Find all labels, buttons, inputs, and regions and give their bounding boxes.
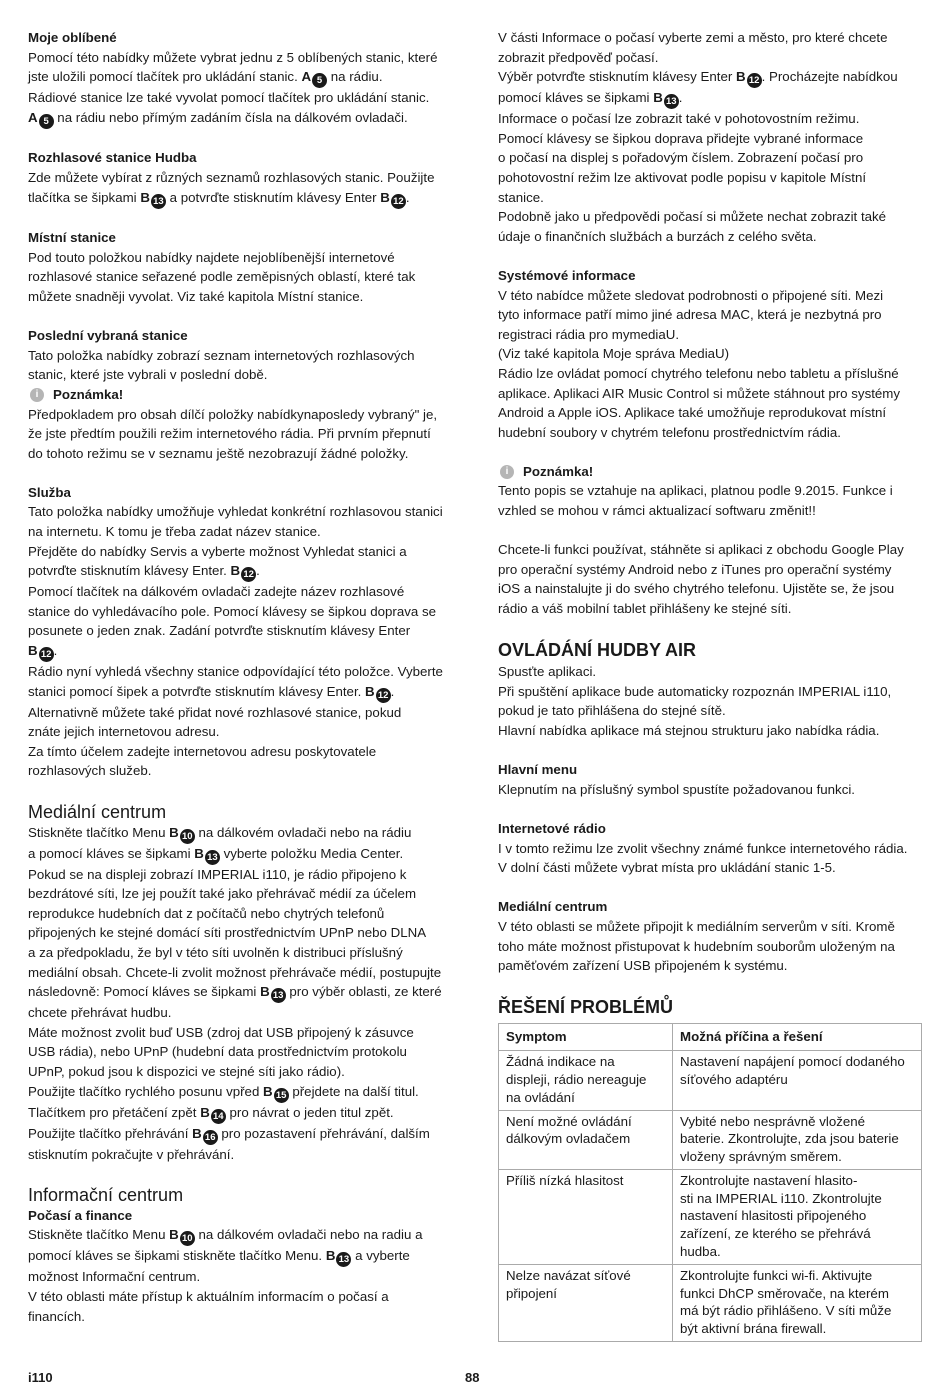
text-span: .	[405, 189, 410, 205]
section-app-download	[498, 540, 922, 618]
text-line: hudební soubory v chytrém telefonu prostřednictvím rádia.	[498, 424, 841, 440]
text-line: aplikace. Aplikaci AIR Music Control si můžete stáhnout pro systémy	[498, 385, 901, 401]
text-span: .	[256, 563, 260, 579]
text-span: na rádiu nebo přímým zadáním čísla na dálkovém ovladači.	[53, 109, 408, 125]
text-span: stanici pomocí šipek a potvrďte stisknutím klávesy Enter.	[28, 683, 366, 699]
section-pocasi	[498, 28, 922, 246]
text-line	[28, 108, 452, 129]
key-letter: B	[28, 643, 38, 659]
section-internetove-radio	[498, 819, 922, 878]
section-rozhlasove-stanice-hudba	[28, 148, 452, 208]
key-number-badge: 16	[203, 1130, 218, 1145]
cell-line: Vybité nebo nesprávně vložené	[680, 1113, 866, 1129]
key-letter: B	[365, 683, 375, 699]
text-line: stanice.	[498, 189, 544, 205]
text-line: na internetu. K tomu je třeba zadat název stanice.	[28, 524, 321, 540]
text-span: Použijte tlačítko přehrávání	[28, 1125, 193, 1141]
text-line	[28, 1124, 452, 1145]
right-column	[498, 28, 922, 1342]
cell-line: na ovládání	[506, 1089, 575, 1105]
text-line: I v tomto režimu lze zvolit všechny známé funkce internetového rádia.	[498, 840, 908, 856]
text-line: pokud je tato přihlášena do stejné sítě.	[498, 703, 726, 719]
text-line: rozhlasových služeb.	[28, 763, 152, 779]
text-span: Tlačítkem pro přetáčení zpět	[28, 1104, 201, 1120]
text-span: a potvrďte stisknutím klávesy Enter	[165, 189, 381, 205]
note-label: Poznámka!	[523, 463, 594, 479]
text-line: Pomocí klávesy se šipkou doprava přidejte vybrané informace	[498, 130, 864, 146]
key-number-badge: 5	[312, 73, 327, 88]
text-span: Stiskněte tlačítko Menu	[28, 824, 170, 840]
table-row	[499, 1264, 922, 1341]
page-number: 88	[465, 1370, 480, 1385]
key-number-badge: 15	[274, 1088, 289, 1103]
key-letter: B	[169, 1227, 179, 1243]
cell-line: displeji, rádio nereaguje	[506, 1071, 647, 1087]
text-span: a pomocí kláves se šipkami	[28, 845, 195, 861]
key-number-badge: 12	[747, 73, 762, 88]
text-line	[28, 188, 452, 209]
text-line: stisknutím pokračujte v přehrávání.	[28, 1146, 235, 1162]
key-letter: B	[263, 1083, 273, 1099]
text-line: stanice do vyhledávacího pole. Pomocí klávesy se šipkou doprava se	[28, 603, 437, 619]
text-line: vzhled se mohou v rámci aktualizací softwaru změnit!!	[498, 503, 816, 519]
key-letter: B	[736, 69, 746, 85]
section-heading: Rozhlasové stanice Hudba	[28, 150, 197, 166]
key-letter: A	[301, 69, 312, 85]
key-number-badge: 12	[376, 688, 391, 703]
text-span: na dálkovém ovladači nebo na rádiu	[194, 824, 412, 840]
text-line: Pomocí této nabídky můžete vybrat jednu z 5 oblíbených stanic, které	[28, 49, 438, 65]
text-span: .	[678, 90, 683, 106]
text-line	[28, 1225, 452, 1246]
cell-line: má být rádio přihlášeno. V síti může	[680, 1303, 892, 1319]
cell-line: síťového adaptéru	[680, 1071, 788, 1087]
cell-line: Není možné ovládání	[506, 1113, 632, 1129]
text-line: USB rádia), nebo UPnP (hudební data prostřednictvím protokolu	[28, 1044, 407, 1060]
key-number-badge: 13	[336, 1252, 351, 1267]
cell-symptom	[499, 1110, 673, 1169]
key-number-badge: 14	[211, 1109, 226, 1124]
text-line: rozhlasové stanice seřazené podle zeměpisných oblastí, které tak	[28, 269, 416, 285]
cell-solution	[673, 1264, 922, 1341]
key-letter: B	[325, 1248, 336, 1264]
key-letter: B	[260, 984, 270, 1000]
text-line: Máte možnost zvolit buď USB (zdroj dat USB připojený k zásuvce	[28, 1024, 414, 1040]
text-span: .	[390, 683, 395, 699]
section-systemove-informace	[498, 266, 922, 442]
key-number-badge: 13	[271, 988, 286, 1003]
footer-model: i110	[28, 1370, 53, 1385]
key-letter: B	[200, 1104, 210, 1120]
text-line: pro operační systémy Android nebo z iTunes pro operační systémy	[498, 561, 892, 577]
text-line: Chcete-li funkci používat, stáhněte si aplikaci z obchodu Google Play	[498, 542, 904, 558]
text-span: pomocí kláves se šipkami stiskněte tlačítko Menu.	[28, 1248, 326, 1264]
cell-line: Nelze navázat síťové	[506, 1267, 631, 1283]
key-number-badge: 12	[241, 567, 256, 582]
text-line: Za tímto účelem zadejte internetovou adresu poskytovatele	[28, 743, 377, 759]
section-posledni-vybrana-stanice	[28, 326, 452, 463]
text-line: V této oblasti máte přístup k aktuálním informacím o počasí a	[28, 1288, 389, 1304]
text-line: připojených ke stejné domácí síti prostřednictvím UPnP nebo DLNA	[28, 925, 427, 941]
text-line	[498, 88, 922, 109]
text-line: (Viz také kapitola Moje správa MediaU)	[498, 346, 730, 362]
text-line: Předpokladem pro obsah dílčí položky nabídkynaposledy vybraný" je,	[28, 406, 438, 422]
section-heading: Systémové informace	[498, 267, 636, 283]
text-line: Pomocí tlačítek na dálkovém ovladači zadejte název rozhlasové	[28, 584, 405, 600]
text-line: Rádio lze ovládat pomocí chytrého telefonu nebo tabletu a příslušné	[498, 365, 899, 381]
cell-solution	[673, 1051, 922, 1110]
section-informacni-centrum	[28, 1184, 452, 1326]
text-line: Klepnutím na příslušný symbol spustíte požadovanou funkci.	[498, 781, 855, 797]
text-span: Výběr potvrďte stisknutím klávesy Enter	[498, 69, 736, 85]
section-subheading: Počasí a finance	[28, 1207, 133, 1223]
section-note-app	[498, 462, 922, 521]
text-span: tlačítka se šipkami	[28, 189, 141, 205]
key-number-badge: 13	[151, 194, 166, 209]
text-line: Tato položka nabídky zobrazí seznam internetových rozhlasových	[28, 347, 415, 363]
text-line: registraci rádia pro mymediaU.	[498, 326, 680, 342]
cell-line: baterie. Zkontrolujte, zda jsou baterie	[680, 1131, 899, 1147]
key-letter: A	[28, 109, 38, 125]
text-line: V dolní části můžete vybrat místa pro ukládání stanic 1-5.	[498, 860, 836, 876]
table-header-row	[499, 1024, 922, 1051]
text-line	[28, 823, 452, 844]
text-line: pohotovostní režim lze aktivovat podle popisu v kapitole Místní	[498, 169, 867, 185]
cell-solution	[673, 1169, 922, 1264]
text-line: bezdrátové síti, lze jej použít také jako přehrávač médií za účelem	[28, 886, 417, 902]
text-span: přejdete na další titul.	[288, 1083, 419, 1099]
text-line: Hlavní nabídka aplikace má stejnou strukturu jako nabídka rádia.	[498, 723, 880, 738]
key-number-badge: 13	[664, 94, 679, 109]
text-line	[498, 67, 922, 88]
table-row	[499, 1051, 922, 1110]
text-span: na dálkovém ovladači nebo na radiu a	[194, 1227, 423, 1243]
troubleshooting-table	[498, 1023, 922, 1342]
text-span: na rádiu.	[327, 69, 383, 85]
text-span: potvrďte stisknutím klávesy Enter.	[28, 563, 231, 579]
text-line: Přejděte do nabídky Servis a vyberte možnost Vyhledat stanici a	[28, 543, 407, 559]
section-heading: Moje oblíbené	[28, 30, 117, 45]
text-line: V části Informace o počasí vyberte zemi a město, pro které chcete	[498, 30, 888, 45]
text-span: . Procházejte nabídkou	[761, 69, 898, 85]
text-line: Podobně jako u předpovědi počasí si můžete nechat zobrazit také	[498, 209, 887, 225]
text-line: Zde můžete vybírat z různých seznamů rozhlasových stanic. Použijte	[28, 169, 435, 185]
section-heading: Místní stanice	[28, 230, 116, 246]
section-medialni-centrum	[28, 801, 452, 1165]
key-number-badge: 5	[39, 114, 54, 129]
text-line: údaje o finančních službách a burzách z celého světa.	[498, 228, 817, 244]
text-span: pro výběr oblasti, ze které	[285, 984, 442, 1000]
text-line: Pokud se na displeji zobrazí IMPERIAL i110, je rádio připojeno k	[28, 866, 407, 882]
text-line: zobrazit předpověď počasí.	[498, 49, 659, 65]
text-line: Rádiové stanice lze také vyvolat pomocí tlačítek pro ukládání stanic.	[28, 90, 430, 106]
note-heading	[498, 462, 922, 482]
key-number-badge: 10	[180, 1231, 195, 1246]
table-row	[499, 1110, 922, 1169]
text-span: .	[53, 643, 58, 659]
text-line	[28, 561, 452, 582]
text-line: možnost Informační centrum.	[28, 1269, 201, 1285]
note-heading	[28, 385, 452, 405]
text-span: pro pozastavení přehrávání, dalším	[217, 1125, 430, 1141]
key-number-badge: 10	[180, 829, 195, 844]
text-line: financích.	[28, 1308, 85, 1324]
text-line: iOS a nainstalujte ji do svého chytrého telefonu. Ujistěte se, že jsou	[498, 581, 895, 597]
section-sluzba	[28, 483, 452, 781]
section-hlavni-menu	[498, 760, 922, 799]
text-line: V této oblasti se můžete připojit k mediálním serverům v síti. Kromě	[498, 918, 895, 934]
text-line: Tento popis se vztahuje na aplikaci, platnou podle 9.2015. Funkce i	[498, 483, 893, 499]
section-title: Mediální centrum	[28, 801, 167, 822]
info-icon: i	[500, 465, 514, 479]
text-line: Informace o počasí lze zobrazit také v pohotovostním režimu.	[498, 111, 860, 127]
cell-line: být aktivní brána firewall.	[680, 1321, 827, 1337]
text-span: pomocí kláves se šipkami	[498, 90, 654, 106]
text-span: a vyberte	[351, 1248, 410, 1264]
text-line: můžete snadněji vyvolat. Viz také kapitola Místní stanice.	[28, 288, 364, 304]
section-moje-oblibene	[28, 28, 452, 129]
cell-line: Příliš nízká hlasitost	[506, 1172, 624, 1188]
cell-line: dálkovým ovladačem	[506, 1131, 631, 1147]
cell-line: nastavení hlasitosti připojeného	[680, 1208, 867, 1224]
cell-line: Nastavení napájení pomocí dodaného	[680, 1054, 905, 1070]
info-icon: i	[30, 388, 44, 402]
text-line: V této nabídce můžete sledovat podrobnosti o připojené síti. Mezi	[498, 287, 884, 303]
text-span: Použijte tlačítko rychlého posunu vpřed	[28, 1083, 264, 1099]
text-line	[28, 982, 452, 1003]
section-heading: Hlavní menu	[498, 762, 578, 778]
section-title: Informační centrum	[28, 1184, 184, 1205]
key-letter: B	[380, 189, 390, 205]
text-line: toho máte možnost přistupovat k hudebním souborům uloženým na	[498, 938, 895, 954]
cell-line: vloženy správným směrem.	[680, 1149, 842, 1165]
note-label: Poznámka!	[53, 386, 124, 402]
text-span: Stiskněte tlačítko Menu	[28, 1227, 170, 1243]
text-line: o počasí na displej s pořadovým číslem. Zobrazení počasí pro	[498, 150, 864, 166]
text-line: Android a Apple iOS. Aplikace také umožňuje reprodukovat místní	[498, 405, 887, 421]
cell-line: připojení	[506, 1285, 558, 1301]
section-heading: Služba	[28, 484, 71, 500]
key-letter: B	[230, 563, 241, 579]
section-heading: Internetové rádio	[498, 820, 606, 836]
text-line: Alternativně můžete také přidat nové rozhlasové stanice, pokud	[28, 704, 402, 720]
key-number-badge: 13	[205, 850, 220, 865]
key-letter: B	[194, 845, 204, 861]
text-line: chcete přehrávat hudbu.	[28, 1005, 172, 1021]
section-heading: Poslední vybraná stanice	[28, 328, 188, 344]
text-line: Při spuštění aplikace bude automaticky rozpoznán IMPERIAL i110,	[498, 683, 892, 699]
text-line	[28, 641, 452, 662]
text-line: Spusťte aplikaci.	[498, 664, 597, 680]
text-line: stanic, které jste vybrali v poslední době.	[28, 367, 268, 383]
text-span: vyberte položku Media Center.	[219, 845, 404, 861]
text-line: Rádio nyní vyhledá všechny stanice odpovídající této položce. Vyberte	[28, 664, 443, 680]
cell-solution	[673, 1110, 922, 1169]
key-letter: B	[653, 90, 663, 106]
key-number-badge: 12	[391, 194, 406, 209]
cell-line: hudba.	[680, 1244, 721, 1260]
section-reseni-problemu	[498, 995, 922, 1342]
table-header-solution: Možná příčina a řešení	[673, 1024, 922, 1051]
text-line: Tato položka nabídky umožňuje vyhledat konkrétní rozhlasovou stanici	[28, 504, 443, 520]
text-line: do tohoto režimu se v seznamu ještě nezobrazují žádné položky.	[28, 445, 409, 461]
text-line: paměťovém zařízení USB připojeném k systému.	[498, 958, 788, 974]
text-line	[28, 1103, 452, 1124]
section-heading: Mediální centrum	[498, 899, 608, 915]
cell-symptom	[499, 1264, 673, 1341]
text-line: tyto informace patří mimo jiné adresa MAC, která je nezbytná pro	[498, 307, 882, 323]
cell-line: sti na IMPERIAL i110. Zkontrolujte	[680, 1190, 882, 1206]
section-ovladani-hudby-air	[498, 638, 922, 740]
table-row	[499, 1169, 922, 1264]
key-letter: B	[192, 1125, 202, 1141]
text-span: pro návrat o jeden titul zpět.	[225, 1104, 394, 1120]
cell-line: Žádná indikace na	[506, 1054, 615, 1070]
text-line	[28, 1082, 452, 1103]
table-body	[499, 1051, 922, 1342]
text-line: reprodukce hudebních dat z počítačů nebo chytrých telefonů	[28, 905, 385, 921]
table-header-symptom: Symptom	[499, 1024, 673, 1051]
section-title: ŘEŠENÍ PROBLÉMŮ	[498, 997, 674, 1018]
key-letter: B	[140, 189, 150, 205]
text-span: následovně: Pomocí kláves se šipkami	[28, 984, 261, 1000]
text-line	[28, 844, 452, 865]
text-line	[28, 1246, 452, 1267]
text-line: mediální obsah. Chcete-li zvolit možnost přehrávače médií, postupujte	[28, 964, 442, 980]
cell-line: funkci DhCP směrovače, na kterém	[680, 1285, 889, 1301]
text-line: znáte jejich internetovou adresu.	[28, 724, 220, 740]
cell-line: zařízení, ze kterého se přehrává	[680, 1226, 871, 1242]
key-letter: B	[169, 824, 179, 840]
left-column	[28, 28, 452, 1346]
cell-symptom	[499, 1051, 673, 1110]
key-number-badge: 12	[39, 647, 54, 662]
text-span: jste uložili pomocí tlačítek pro ukládání stanic.	[28, 69, 302, 85]
cell-line: Zkontrolujte funkci wi-fi. Aktivujte	[680, 1267, 873, 1283]
text-line: UPnP, pokud jsou k dispozici ve stejné síti jako rádio).	[28, 1063, 345, 1079]
text-line: rádio a váš mobilní tablet přihlášeny ke stejné síti.	[498, 601, 792, 617]
cell-symptom	[499, 1169, 673, 1264]
section-medialni-centrum-app	[498, 897, 922, 975]
text-line: že jste předtím použili režim internetového rádia. Při prvním přepnutí	[28, 426, 431, 442]
text-line	[28, 682, 452, 703]
text-line: a za předpokladu, že byl v této síti uvolněn k distribuci příslušný	[28, 944, 403, 960]
text-line: posunete o jeden znak. Zadání potvrďte stisknutím klávesy Enter	[28, 623, 411, 639]
text-line: Pod touto položkou nabídky najdete nejoblíbenější internetové	[28, 249, 395, 265]
text-line	[28, 67, 452, 88]
section-mistni-stanice	[28, 228, 452, 306]
cell-line: Zkontrolujte nastavení hlasito-	[680, 1172, 858, 1188]
section-title: OVLÁDÁNÍ HUDBY AIR	[498, 640, 697, 661]
